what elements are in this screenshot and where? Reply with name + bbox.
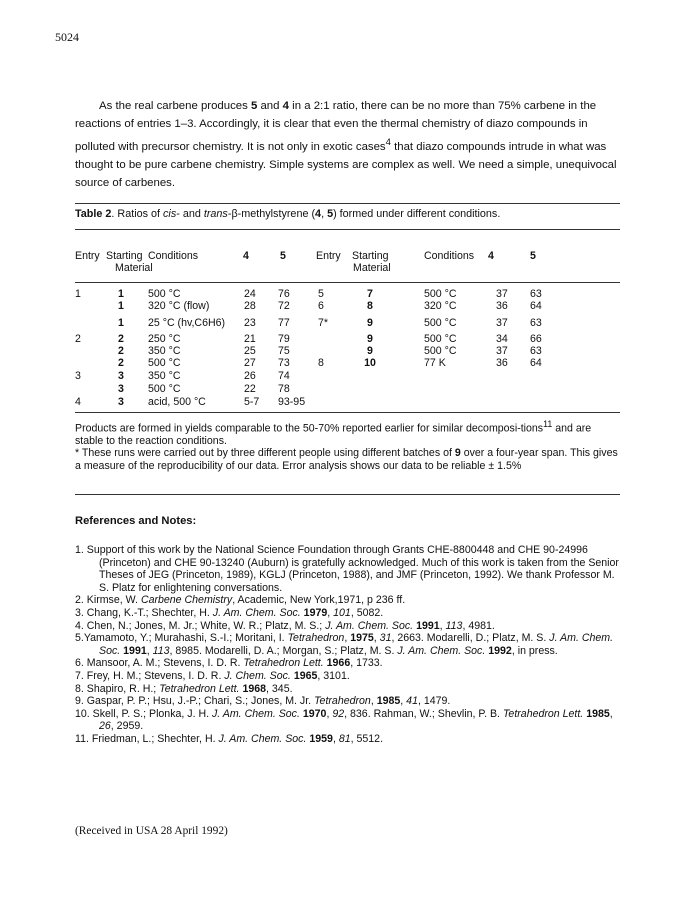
material-cell: 8	[367, 300, 373, 312]
references-heading: References and Notes:	[75, 515, 197, 527]
reference-text: Tetrahedron Lett.	[502, 707, 584, 720]
reference-text: 1968	[242, 682, 267, 695]
reference-item	[75, 683, 623, 696]
header-col-4: 4	[488, 250, 494, 262]
entry-cell: 6	[318, 300, 324, 312]
table-label: Table 2	[75, 208, 112, 220]
reference-text: 1959	[309, 732, 333, 745]
reference-text: , 8985. Modarelli, D. A.; Morgan, S.; Platz, M. S.	[169, 644, 398, 657]
value-4-cell: 25	[244, 345, 256, 357]
caption-text: ,	[321, 208, 328, 220]
conditions-cell: 500 °C	[148, 383, 181, 395]
value-5-cell: 63	[530, 345, 542, 357]
value-4-cell: 24	[244, 288, 256, 300]
header-starting: Starting	[352, 250, 389, 262]
reference-item	[75, 708, 623, 733]
footnote-text: and are stable to the reaction conditions.	[75, 422, 592, 447]
value-5-cell: 72	[278, 300, 290, 312]
material-cell: 3	[118, 383, 124, 395]
reference-text: 31	[379, 632, 392, 645]
value-5-cell: 75	[278, 345, 290, 357]
reference-text: 1979	[303, 606, 328, 619]
material-cell: 9	[367, 345, 373, 357]
value-4-cell: 21	[244, 333, 256, 345]
reference-text: 41	[406, 695, 418, 708]
reference-text: 1966	[326, 657, 351, 670]
value-5-cell: 73	[278, 357, 290, 369]
table-caption-rule	[75, 229, 620, 230]
page-number: 5024	[55, 30, 79, 44]
value-5-cell: 63	[530, 288, 542, 300]
conditions-cell: 500 °C	[148, 357, 181, 369]
reference-text: , 1733.	[350, 657, 383, 670]
caption-text: cis	[163, 208, 177, 220]
header-col-4: 4	[243, 250, 249, 262]
reference-text: , 2663. Modarelli, D.; Platz, M. S.	[391, 632, 550, 645]
value-5-cell: 78	[278, 383, 290, 395]
entry-cell: 4	[75, 396, 81, 408]
table-caption	[75, 208, 500, 220]
table-header-rule	[75, 282, 620, 283]
reference-text: 3. Chang, K.-T.; Shechter, H.	[75, 606, 213, 619]
material-cell: 2	[118, 345, 124, 357]
reference-text: 1985	[586, 707, 610, 720]
header-material: Material	[115, 262, 153, 274]
reference-text: ,	[439, 619, 446, 632]
reference-text: , in press.	[511, 644, 558, 657]
material-cell: 9	[367, 317, 373, 329]
value-4-cell: 5-7	[244, 396, 260, 408]
caption-text: - and	[176, 208, 204, 220]
reference-text: J. Am. Chem. Soc.	[99, 632, 614, 657]
reference-text: 1992	[488, 644, 512, 657]
value-5-cell: 64	[530, 357, 542, 369]
material-cell: 1	[118, 288, 124, 300]
material-cell: 9	[367, 333, 373, 345]
reference-text: , Academic, New York,1971, p 236 ff.	[232, 594, 406, 607]
value-4-cell: 34	[496, 333, 508, 345]
reference-text: ,	[344, 632, 351, 645]
reference-text: , 345.	[266, 682, 293, 695]
entry-cell: 2	[75, 333, 81, 345]
reference-item	[75, 670, 623, 683]
value-5-cell: 63	[530, 317, 542, 329]
reference-item	[75, 657, 623, 670]
reference-text: , 2959.	[110, 720, 144, 733]
reference-text: J. Am. Chem. Soc.	[218, 732, 307, 745]
reference-text: ,	[370, 695, 377, 708]
conditions-cell: 500 °C	[424, 317, 457, 329]
conditions-cell: 350 °C	[148, 370, 181, 382]
conditions-cell: 250 °C	[148, 333, 181, 345]
reference-text: 5.Yamamoto, Y.; Murahashi, S.-I.; Moritani, I.	[75, 632, 288, 645]
footnote	[75, 418, 620, 447]
entry-cell: 8	[318, 357, 324, 369]
header-conditions: Conditions	[148, 250, 199, 262]
reference-text: 7. Frey, H. M.; Stevens, I. D. R.	[75, 669, 225, 682]
reference-text: 1991	[416, 619, 440, 632]
intro-text: As the real carbene produces	[99, 100, 251, 112]
reference-text: , 836. Rahman, W.; Shevlin, P. B.	[344, 707, 503, 720]
reference-text: ,	[146, 644, 153, 657]
intro-text: in a 2:1 ratio, there can be no more than 75% carbene in the reactions of entries 1–3. Accordingly, it is clear that even the thermal chemistry of diazo compounds in polluted with precursor chemistry. It is not only in exotic cases	[75, 100, 597, 153]
reference-text: ,	[332, 732, 339, 745]
conditions-cell: acid, 500 °C	[148, 396, 206, 408]
header-entry: Entry	[316, 250, 341, 262]
citation-superscript: 11	[543, 419, 553, 429]
reference-item	[75, 695, 623, 708]
header-col-5: 5	[530, 250, 536, 262]
compound-ref: 4	[315, 208, 322, 220]
reference-text: Tetrahedron	[314, 695, 371, 708]
table-top-rule	[75, 203, 620, 204]
reference-text: ,	[326, 707, 333, 720]
entry-cell: 5	[318, 288, 324, 300]
table-bottom-rule	[75, 412, 620, 413]
value-4-cell: 28	[244, 300, 256, 312]
caption-text: -β-methylstyrene (	[227, 208, 316, 220]
conditions-cell: 500 °C	[424, 288, 457, 300]
reference-item	[75, 620, 623, 633]
value-4-cell: 37	[496, 345, 508, 357]
reference-text: 26	[99, 720, 111, 733]
reference-text: 8. Shapiro, R. H.;	[75, 682, 160, 695]
value-4-cell: 37	[496, 288, 508, 300]
footnote	[75, 447, 620, 472]
references-list	[75, 544, 623, 746]
reference-text: , 3101.	[317, 669, 350, 682]
intro-text: that diazo compounds intrude in what was thought to be pure carbene chemistry. Simple systems are complex as well. We need a simple, unequivocal source of carbenes.	[75, 140, 617, 190]
material-cell: 2	[118, 333, 124, 345]
reference-text: 81	[338, 732, 351, 745]
value-5-cell: 66	[530, 333, 542, 345]
footnote-text: * These runs were carried out by three different people using different batches of	[75, 447, 455, 460]
table-footnotes	[75, 418, 620, 472]
reference-text: 11. Friedman, L.; Shechter, H.	[75, 732, 219, 745]
value-5-cell: 64	[530, 300, 542, 312]
reference-text: 6. Mansoor, A. M.; Stevens, I. D. R.	[75, 657, 244, 670]
reference-text: ,	[373, 632, 380, 645]
caption-text: trans	[203, 208, 228, 220]
reference-text: 4. Chen, N.; Jones, M. Jr.; White, W. R.; Platz, M. S.;	[75, 619, 326, 632]
reference-text: J. Am. Chem. Soc.	[212, 606, 301, 619]
material-cell: 3	[118, 370, 124, 382]
reference-text: ,	[609, 707, 613, 720]
reference-text: J. Am. Chem. Soc.	[325, 619, 414, 632]
value-5-cell: 79	[278, 333, 290, 345]
value-5-cell: 76	[278, 288, 290, 300]
conditions-cell	[148, 317, 225, 329]
conditions-cell: 500 °C	[424, 345, 457, 357]
compound-ref: 5	[250, 100, 258, 112]
received-date: (Received in USA 28 April 1992)	[75, 825, 228, 837]
value-4-cell: 37	[496, 317, 508, 329]
header-col-5: 5	[280, 250, 286, 262]
value-4-cell: 23	[244, 317, 256, 329]
reference-text: 1965	[293, 669, 318, 682]
reference-text: ,	[400, 695, 407, 708]
conditions-cell: 320 °C	[424, 300, 457, 312]
reference-text: 1991	[123, 644, 147, 657]
footnote-text: over a four-year span. This gives a measure of the reproducibility of our data. Error analysis shows our data to be reliable ± 1.5%	[75, 447, 618, 472]
reference-text: 9. Gaspar, P. P.; Hsu, J.-P.; Chari, S.; Jones, M. Jr.	[75, 695, 315, 708]
conditions-cell: 500 °C	[424, 333, 457, 345]
reference-text: 101	[333, 606, 351, 619]
value-5-cell: 77	[278, 317, 290, 329]
value-5-cell: 93-95	[278, 396, 306, 408]
header-material: Material	[353, 262, 391, 274]
reference-item	[75, 607, 623, 620]
conditions-cell: 350 °C	[148, 345, 181, 357]
reference-text: 10. Skell, P. S.; Plonka, J. H.	[75, 707, 212, 720]
reference-text: J. Chem. Soc.	[224, 669, 291, 682]
material-cell: 7	[367, 288, 373, 300]
reference-text: 1. Support of this work by the National Science Foundation through Grants CHE-8800448 and CHE 90-24996 (Princeton) and CHE 90-13240 (Auburn) is gratefully acknowledged. Much of this work is taken from the Senior Theses of JEG (Princeton, 1989), KGLJ (Princeton, 1988), and JMF (Princeton, 1992). We thank Professor M. S. Platz for enlightening conversations.	[75, 544, 619, 594]
compound-ref: 5	[327, 208, 334, 220]
reference-text: , 1479.	[417, 695, 451, 708]
reference-text: Tetrahedron	[287, 632, 345, 645]
reference-text: Tetrahedron Lett.	[243, 657, 324, 670]
reference-text: J. Am. Chem. Soc.	[212, 707, 300, 720]
value-4-cell: 26	[244, 370, 256, 382]
footnote-text: Products are formed in yields comparable to the 50-70% reported earlier for similar decomposi-tions	[75, 422, 544, 435]
reference-text: ,	[327, 606, 334, 619]
material-cell: 1	[118, 317, 124, 329]
reference-text: 1985	[376, 695, 401, 708]
reference-text: 2. Kirmse, W.	[75, 594, 141, 607]
value-4-cell: 27	[244, 357, 256, 369]
material-cell: 1	[118, 300, 124, 312]
value-4-cell: 36	[496, 357, 508, 369]
reference-text: 1975	[350, 632, 374, 645]
entry-cell: 3	[75, 370, 81, 382]
header-entry: Entry	[75, 250, 100, 262]
conditions-cell: 320 °C (flow)	[148, 300, 210, 312]
intro-text: and	[257, 100, 283, 112]
reference-item	[75, 632, 623, 657]
reference-text: 113	[445, 619, 463, 632]
reference-item	[75, 733, 623, 746]
caption-text: . Ratios of	[111, 208, 164, 220]
reference-text: Tetrahedron Lett.	[159, 682, 240, 695]
material-cell: 2	[118, 357, 124, 369]
compound-ref: 4	[282, 100, 289, 112]
reference-text: Carbene Chemistry	[140, 594, 233, 607]
footnote-bottom-rule	[75, 494, 620, 495]
reference-text: , 4981.	[462, 619, 495, 632]
header-starting: Starting	[106, 250, 143, 262]
conditions-cell: 77 K	[424, 357, 446, 369]
value-4-cell: 36	[496, 300, 508, 312]
compound-ref: 9	[454, 447, 461, 460]
reference-item	[75, 544, 623, 594]
value-5-cell: 74	[278, 370, 290, 382]
reference-item	[75, 594, 623, 607]
reference-text: 113	[152, 644, 170, 657]
value-4-cell: 22	[244, 383, 256, 395]
intro-paragraph	[75, 97, 620, 193]
caption-text: ) formed under different conditions.	[333, 208, 501, 220]
entry-cell: 7*	[318, 317, 329, 329]
entry-cell: 1	[75, 288, 81, 300]
header-conditions: Conditions	[424, 250, 475, 262]
conditions-text: 25 °C (hv,C6H6)	[148, 317, 226, 329]
reference-text: 1970	[302, 707, 327, 720]
material-cell: 3	[118, 396, 124, 408]
reference-text: J. Am. Chem. Soc.	[397, 644, 486, 657]
citation-superscript: 4	[385, 136, 391, 148]
reference-text: , 5082.	[350, 606, 384, 619]
material-cell: 10	[364, 357, 376, 369]
reference-text: , 5512.	[350, 732, 384, 745]
conditions-cell: 500 °C	[148, 288, 181, 300]
reference-text: 92	[332, 707, 345, 720]
